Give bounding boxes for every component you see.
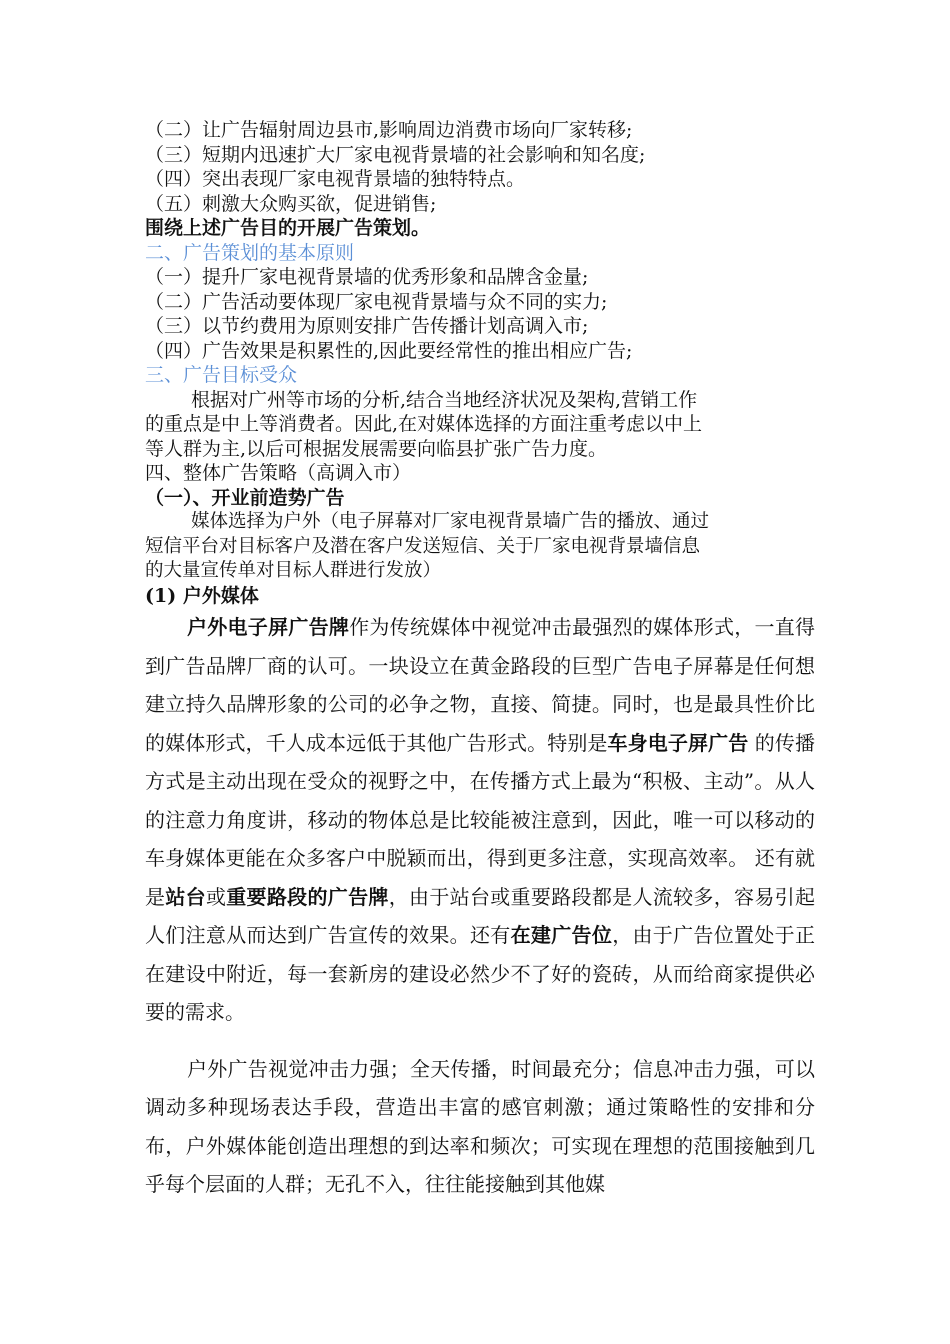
goal-summary: 围绕上述广告目的开展广告策划。 bbox=[145, 217, 431, 239]
outdoor-media-heading: (1) 户外媒体 bbox=[145, 584, 259, 607]
principle-item: （二）广告活动要体现厂家电视背景墙与众不同的实力; bbox=[145, 290, 608, 313]
goal-item: （二）让广告辐射周边县市,影响周边消费市场向厂家转移; bbox=[145, 119, 633, 141]
audience-line: 根据对广州等市场的分析,结合当地经济状况及架构,营销工作 bbox=[191, 388, 698, 411]
bold-term: 重要路段的广告牌 bbox=[226, 884, 389, 909]
section-heading-principles: 二、广告策划的基本原则 bbox=[145, 241, 355, 264]
media-line: 媒体选择为户外（电子屏幕对厂家电视背景墙广告的播放、通过 bbox=[191, 511, 710, 532]
bold-term: 在建广告位 bbox=[510, 923, 613, 947]
outdoor-paragraph: 户外电子屏广告牌作为传统媒体中视觉冲击最强烈的媒体形式，一直得到广告品牌厂商的认可。一块设立在黄金路段的巨型广告电子屏幕是任何想建立持久品牌形象的公司的必争之物，直接、简捷。同时，也是最具性价比的媒体形式，千人成本远低于其他广告形式。特别是车身电子屏广告 的传播方式是主动出现在受众的视野之中，在传播方式上最为“积极、主动”。从人的注意力角度讲，移动的物体总是比较能被注意到，因此，唯一可以移动的车身媒体更能在众多客户中脱颖而出，得到更多注意，实现高效率。 还有就是站台或重要路段的广告牌，由于站台或重要路段都是人流较多，容易引起人们注意从而达到广告宣传的效果。还有在建广告位，由于广告位置处于正在建设中附近，每一套新房的建设必然少不了好的瓷砖，从而给商家提供必要的需求。 bbox=[145, 615, 816, 1024]
section-heading-audience: 三、广告目标受众 bbox=[145, 364, 298, 386]
subsection-heading: （一）、开业前造势广告 bbox=[145, 486, 345, 509]
principle-item: （一）提升厂家电视背景墙的优秀形象和品牌含金量; bbox=[145, 266, 589, 288]
audience-line: 的重点是中上等消费者。因此,在对媒体选择的方面注重考虑以中上 bbox=[145, 413, 703, 435]
media-line: 短信平台对目标客户及潜在客户发送短信、关于厂家电视背景墙信息 bbox=[145, 535, 701, 557]
principle-item: （三）以节约费用为原则安排广告传播计划高调入市; bbox=[145, 315, 589, 337]
document-page bbox=[145, 118, 815, 1204]
bold-term: 户外电子屏广告牌 bbox=[187, 615, 350, 639]
bold-term: 车身电子屏广告 bbox=[607, 730, 749, 755]
outdoor-advantages-paragraph: 户外广告视觉冲击力强；全天传播，时间最充分；信息冲击力强，可以调动多种现场表达手段，营造出丰富的感官刺激；通过策略性的安排和分布，户外媒体能创造出理想的到达率和频次；可实现在理想的范围接触到几乎每个层面的人群；无孔不入，往往能接触到其他媒 bbox=[145, 1056, 815, 1196]
media-line: 的大量宣传单对目标人群进行发放） bbox=[145, 560, 442, 581]
goal-item: （五）刺激大众购买欲，促进销售; bbox=[145, 192, 437, 215]
bold-term: 站台 bbox=[165, 884, 206, 909]
audience-line: 等人群为主,以后可根据发展需要向临县扩张广告力度。 bbox=[145, 437, 608, 460]
section-heading-strategy: 四、整体广告策略（高调入市） bbox=[145, 462, 412, 484]
goal-item: （四）突出表现厂家电视背景墙的独特特点。 bbox=[145, 168, 526, 190]
goal-item: （三）短期内迅速扩大厂家电视背景墙的社会影响和知名度; bbox=[145, 143, 646, 166]
principle-item: （四）广告效果是积累性的,因此要经常性的推出相应广告; bbox=[145, 339, 633, 362]
